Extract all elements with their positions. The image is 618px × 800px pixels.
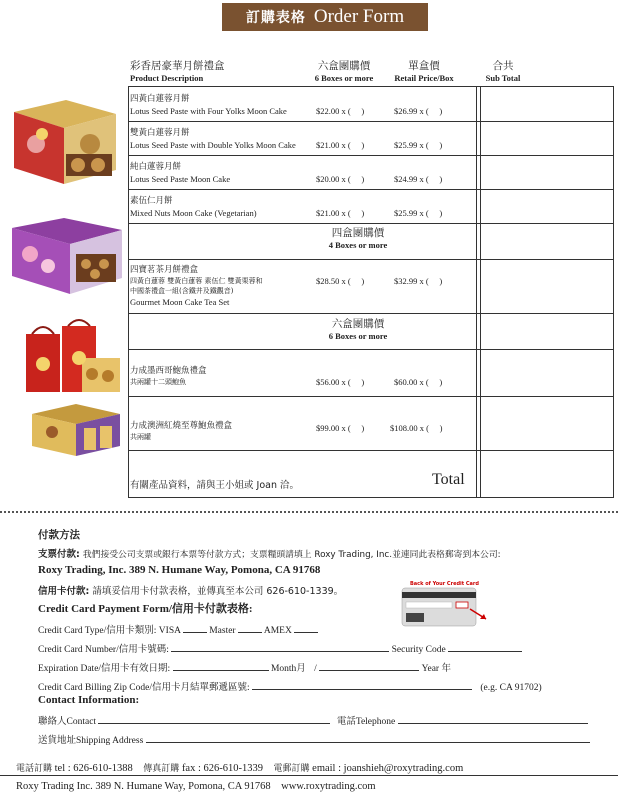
row-divider xyxy=(128,349,614,350)
row-divider xyxy=(128,396,614,397)
zip-line xyxy=(38,679,542,693)
product-name-en: Lotus Seed Paste Moon Cake xyxy=(130,174,231,184)
retail-price[interactable]: $108.00 x ( ) xyxy=(390,423,443,433)
row-divider xyxy=(128,259,614,260)
zip-field[interactable] xyxy=(252,681,472,690)
row-divider xyxy=(128,223,614,224)
phone-label: 電話Telephone xyxy=(336,717,396,727)
title-banner xyxy=(222,3,428,31)
card-number-label: Credit Card Number/信用卡號碼: xyxy=(38,645,169,655)
header-product-cn: 彩香居豪華月餅禮盒 xyxy=(130,60,225,72)
shipping-label: 送貨地址Shipping Address xyxy=(38,736,144,746)
year-label: Year 年 xyxy=(421,664,451,674)
card-text: 請填妥信用卡付款表格，並傳真至本公司 626-610-1339。 xyxy=(92,586,344,597)
header-six-box-en: 6 Boxes or more xyxy=(314,73,374,83)
security-code-label: Security Code xyxy=(391,645,446,655)
header-product xyxy=(130,60,225,84)
section-six-en: 6 Boxes or more xyxy=(328,331,388,341)
card-type-line xyxy=(38,622,318,636)
product-detail: 四黃白蓮蓉 雙黃白蓮蓉 素伍仁 雙黃栗蓉和 xyxy=(130,277,263,285)
abalone-gift-box-image xyxy=(22,318,124,398)
product-name-cn: 力成澳洲紅燒至尊鮑魚禮盒 xyxy=(130,421,233,431)
email-address[interactable]: email : joanshieh@roxytrading.com xyxy=(312,763,464,774)
card-label: 信用卡付款: xyxy=(38,586,90,597)
tea-set-box-image xyxy=(8,214,126,298)
section-four-cn: 四盒團購價 xyxy=(331,227,385,239)
title-cn: 訂購表格 xyxy=(245,10,306,26)
amex-label: AMEX xyxy=(263,626,292,636)
product-name-en: Gourmet Moon Cake Tea Set xyxy=(130,297,230,307)
group-price[interactable]: $21.00 x ( ) xyxy=(316,208,365,218)
product-name-cn: 素伍仁月餅 xyxy=(130,196,173,206)
credit-card-back-image xyxy=(398,579,492,629)
group-price[interactable]: $20.00 x ( ) xyxy=(316,174,365,184)
group-price[interactable]: $99.00 x ( ) xyxy=(316,423,365,433)
total-label: Total xyxy=(432,471,465,488)
master-label: Master xyxy=(209,626,236,636)
section-separator xyxy=(0,511,618,513)
amex-field[interactable] xyxy=(294,624,318,633)
tel-label-cn: 電話訂購 xyxy=(16,764,53,774)
check-label: 支票付款: xyxy=(38,549,80,560)
slash-label: / xyxy=(314,664,317,674)
row-divider xyxy=(128,450,614,451)
table-left-border xyxy=(128,86,129,498)
product-name-en: Lotus Seed Paste with Double Yolks Moon Cake xyxy=(130,140,296,150)
footer-website[interactable]: www.roxytrading.com xyxy=(281,781,376,792)
header-single xyxy=(386,60,462,84)
header-subtotal xyxy=(478,60,528,84)
check-text: 我們接受公司支票或銀行本票等付款方式；支票糧頭請填上 Roxy Trading, Inc.並連同此表格郵寄到本公司: xyxy=(82,550,501,560)
table-divider-subtotal-2 xyxy=(480,86,481,498)
table-divider-subtotal xyxy=(476,86,477,498)
fax-number[interactable]: fax : 626-610-1339 xyxy=(181,763,264,774)
retail-price[interactable]: $24.99 x ( ) xyxy=(394,174,443,184)
expiration-year-field[interactable] xyxy=(319,662,419,671)
zip-label: Credit Card Billing Zip Code/信用卡月結單郵遞區號: xyxy=(38,683,250,693)
retail-price[interactable]: $60.00 x ( ) xyxy=(394,377,443,387)
card-image-title: Back of Your Credit Card xyxy=(410,581,479,587)
contact-line xyxy=(38,713,588,727)
product-name-en: Mixed Nuts Moon Cake (Vegetarian) xyxy=(130,208,257,218)
retail-price[interactable]: $25.99 x ( ) xyxy=(394,208,443,218)
header-single-en: Retail Price/Box xyxy=(394,73,454,83)
retail-price[interactable]: $25.99 x ( ) xyxy=(394,140,443,150)
expiration-line xyxy=(38,660,451,674)
zip-example: (e.g. CA 91702) xyxy=(480,683,542,693)
retail-price[interactable]: $26.99 x ( ) xyxy=(394,106,443,116)
footer-address: Roxy Trading Inc. 389 N. Humane Way, Pomona, CA 91768 xyxy=(16,781,271,792)
card-payment-line xyxy=(38,583,343,597)
row-divider xyxy=(128,155,614,156)
product-name-cn: 純白蓮蓉月餅 xyxy=(130,162,182,172)
group-price[interactable]: $56.00 x ( ) xyxy=(316,377,365,387)
payment-heading: 付款方法 xyxy=(38,529,80,541)
product-name-cn: 四黃白蓮蓉月餅 xyxy=(130,94,190,104)
month-label: Month月 xyxy=(270,664,306,674)
header-six-box xyxy=(306,60,382,84)
master-field[interactable] xyxy=(238,624,262,633)
shipping-line xyxy=(38,732,590,746)
section-four-boxes xyxy=(240,227,476,251)
contact-person-field[interactable] xyxy=(98,715,330,724)
group-price[interactable]: $22.00 x ( ) xyxy=(316,106,365,116)
check-payment-line xyxy=(38,546,501,560)
row-divider xyxy=(128,313,614,314)
abalone-deluxe-box-image xyxy=(28,400,124,460)
credit-card-form-title: Credit Card Payment Form/信用卡付款表格: xyxy=(38,603,253,615)
contact-note: 有關產品資料，請與王小姐或 Joan 洽。 xyxy=(130,480,299,491)
section-six-cn: 六盒團購價 xyxy=(331,318,385,330)
phone-field[interactable] xyxy=(398,715,588,724)
card-number-field[interactable] xyxy=(171,643,389,652)
header-six-box-cn: 六盒團購價 xyxy=(317,60,371,72)
row-divider xyxy=(128,189,614,190)
product-row-tea-set xyxy=(130,264,476,308)
card-type-label: Credit Card Type/信用卡類別: VISA xyxy=(38,626,181,636)
group-price[interactable]: $28.50 x ( ) xyxy=(316,276,365,286)
expiration-month-field[interactable] xyxy=(173,662,269,671)
mooncake-box-image xyxy=(6,92,124,190)
contact-info-heading: Contact Information: xyxy=(38,694,140,706)
card-number-line xyxy=(38,641,522,655)
footer-contacts xyxy=(16,761,463,774)
product-name-cn: 雙黃白蓮蓉月餅 xyxy=(130,128,190,138)
product-detail: 共兩罐十二頭鮑魚 xyxy=(130,378,186,386)
header-subtotal-en: Sub Total xyxy=(485,73,521,83)
header-subtotal-cn: 合共 xyxy=(492,60,514,72)
footer-rule xyxy=(0,775,618,776)
header-single-cn: 單盒價 xyxy=(408,60,440,72)
header-product-en: Product Description xyxy=(130,73,204,83)
group-price[interactable]: $21.00 x ( ) xyxy=(316,140,365,150)
product-name-en: Lotus Seed Paste with Four Yolks Moon Cake xyxy=(130,106,287,116)
product-detail: 中國茶禮盒一組(含鐵井及鐵觀音) xyxy=(130,287,234,295)
contact-person-label: 聯絡人Contact xyxy=(38,717,97,727)
title-en: Order Form xyxy=(313,6,405,27)
product-name-cn: 力成墨西哥鮑魚禮盒 xyxy=(130,366,207,376)
company-address: Roxy Trading, Inc. 389 N. Humane Way, Pomona, CA 91768 xyxy=(38,564,321,576)
visa-field[interactable] xyxy=(183,624,207,633)
retail-price[interactable]: $32.99 x ( ) xyxy=(394,276,443,286)
fax-label-cn: 傳真訂購 xyxy=(143,764,180,774)
security-code-field[interactable] xyxy=(448,643,522,652)
product-name-cn: 四寶茗茶月餅禮盒 xyxy=(130,265,199,275)
table-top-border xyxy=(128,86,614,87)
section-four-en: 4 Boxes or more xyxy=(328,240,388,250)
expiration-label: Expiration Date/信用卡有效日期: xyxy=(38,664,171,674)
tel-number[interactable]: tel : 626-610-1388 xyxy=(54,763,133,774)
product-detail: 共兩罐 xyxy=(130,433,151,441)
footer-address-line xyxy=(16,781,376,792)
shipping-address-field[interactable] xyxy=(146,734,590,743)
section-six-boxes xyxy=(240,318,476,342)
row-divider xyxy=(128,121,614,122)
email-label-cn: 電郵訂購 xyxy=(273,764,310,774)
